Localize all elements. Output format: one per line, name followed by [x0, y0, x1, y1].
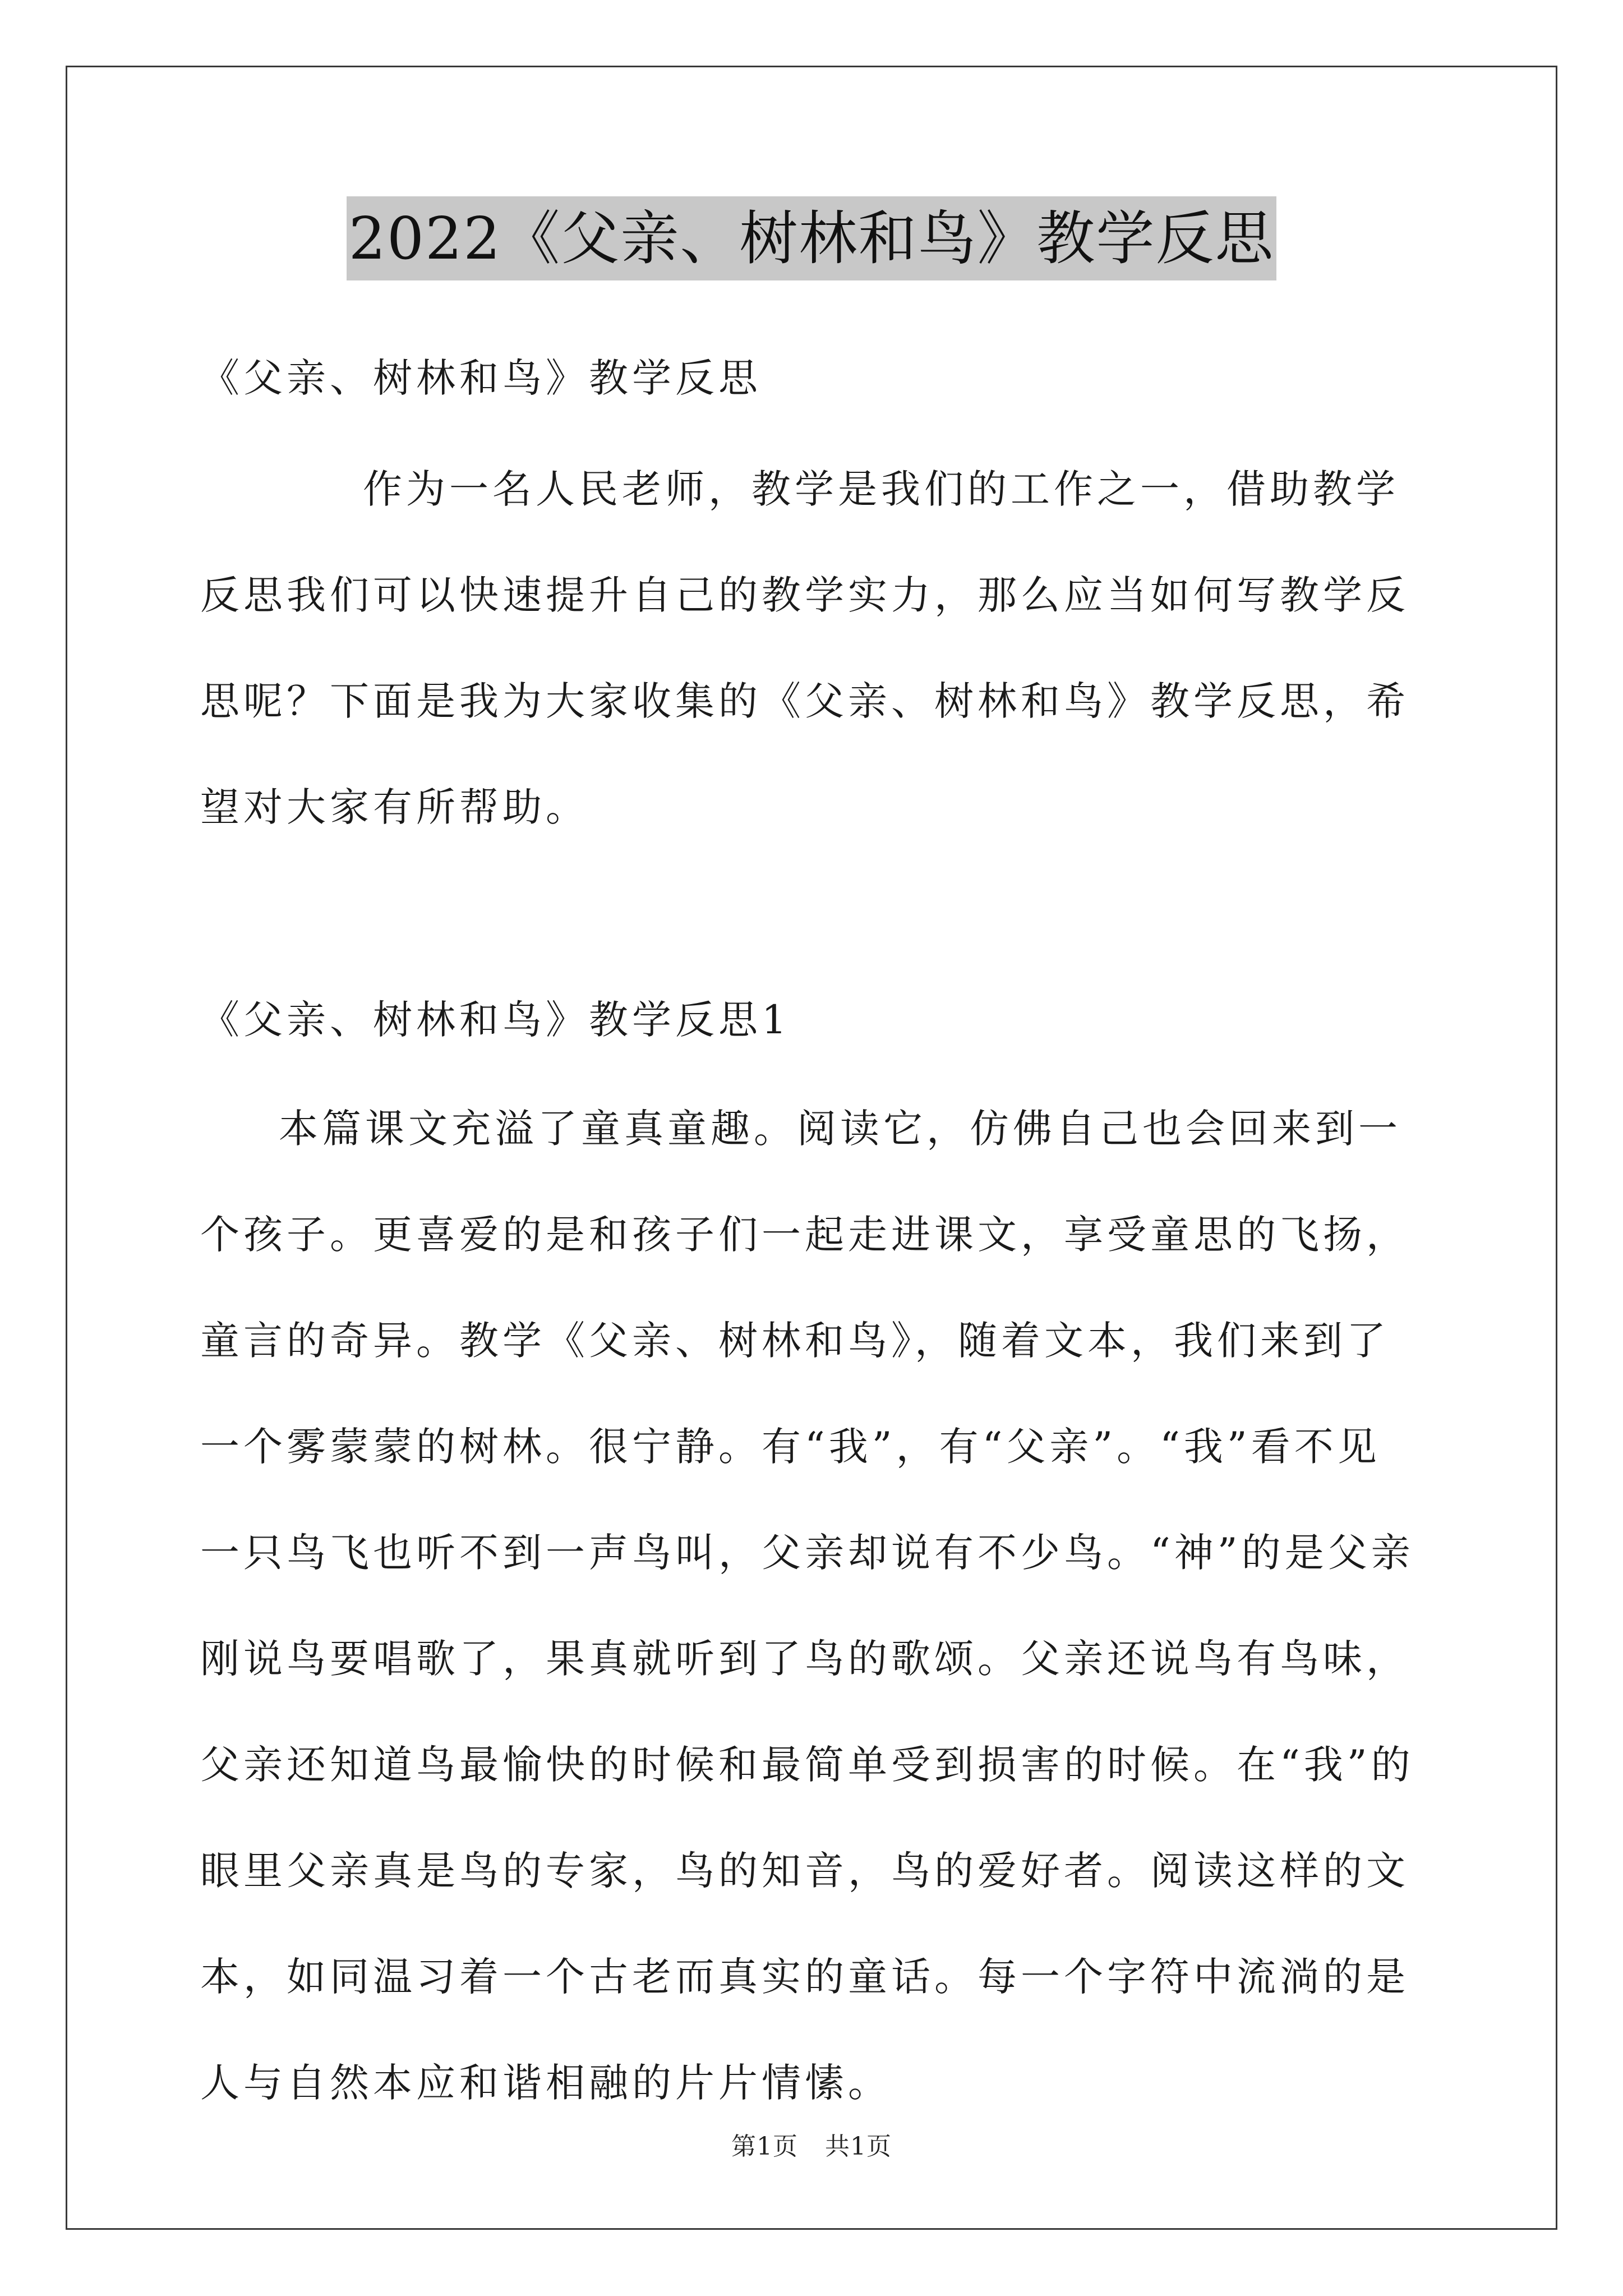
section-1-heading: 《父亲、树林和鸟》教学反思1	[200, 997, 791, 1043]
page-footer	[0, 2126, 1623, 2162]
document-title: 2022《父亲、树林和鸟》教学反思	[347, 196, 1277, 280]
section-1-paragraph: 本篇课文充溢了童真童趣。阅读它，仿佛自己也会回来到一个孩子。更喜爱的是和孩子们一起走进课文，享受童思的飞扬，童言的奇异。教学《父亲、树林和鸟》，随着文本，我们来到了一个雾蒙蒙的树林。很宁静。有“我”，有“父亲”。“我”看不见一只鸟飞也听不到一声鸟叫，父亲却说有不少鸟。“神”的是父亲刚说鸟要唱歌了，果真就听到了鸟的歌颂。父亲还说鸟有鸟味，父亲还知道鸟最愉快的时候和最简单受到损害的时候。在“我”的眼里父亲真是鸟的专家，鸟的知音，鸟的爱好者。阅读这样的文本，如同温习着一个古老而真实的童话。每一个字符中流淌的是人与自然本应和谐相融的片片情愫。	[200, 1106, 1414, 2106]
page-number: 第1页	[731, 2132, 798, 2161]
intro-paragraph: 作为一名人民老师，教学是我们的工作之一，借助教学反思我们可以快速提升自己的教学实力，那么应当如何写教学反思呢？下面是我为大家收集的《父亲、树林和鸟》教学反思，希望对大家有所帮助。	[200, 466, 1409, 830]
title-container	[0, 196, 1623, 280]
page-total: 共1页	[825, 2132, 892, 2161]
main-heading: 《父亲、树林和鸟》教学反思	[200, 355, 762, 401]
